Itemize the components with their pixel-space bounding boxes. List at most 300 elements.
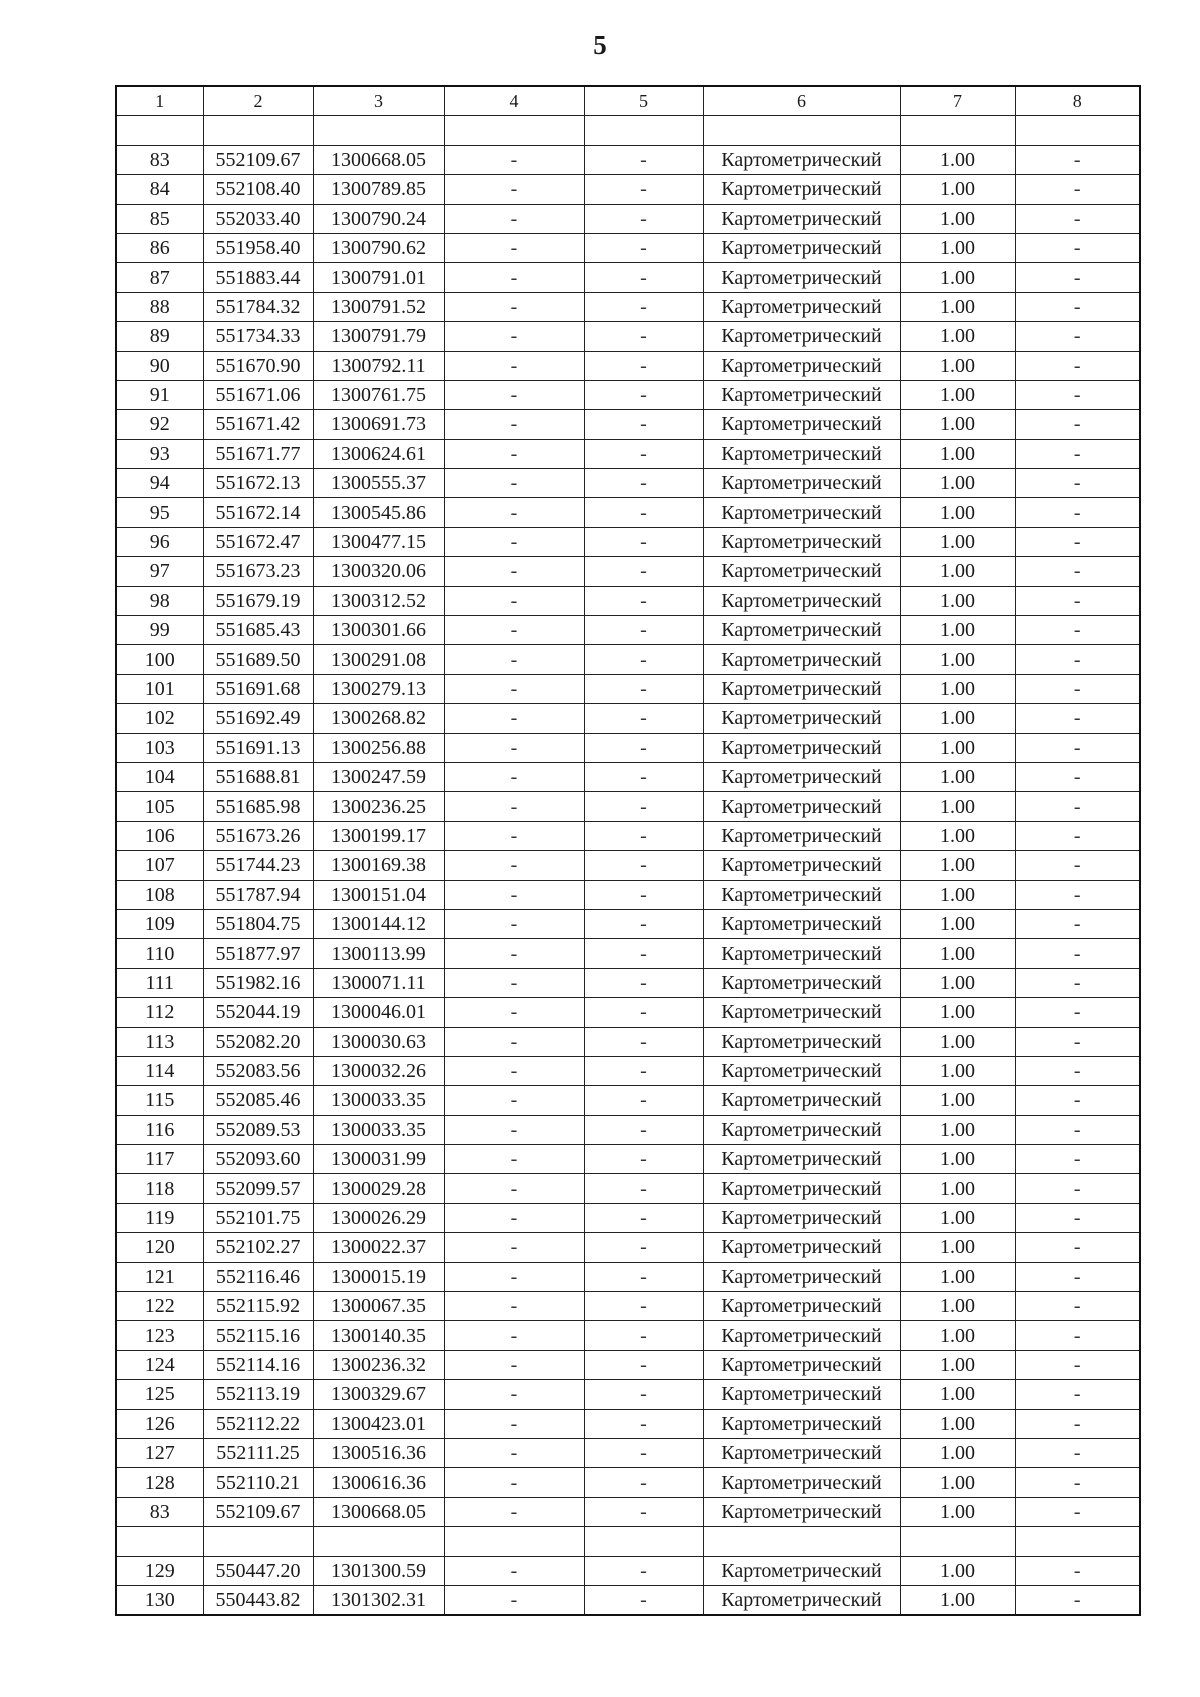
accuracy-cell: 1.00 bbox=[900, 410, 1015, 439]
point-number-cell: 98 bbox=[116, 586, 203, 615]
x-coordinate-cell bbox=[203, 116, 313, 145]
method-cell: Картометрический bbox=[703, 1115, 900, 1144]
column-8-cell: - bbox=[1015, 998, 1140, 1027]
point-number-cell: 129 bbox=[116, 1556, 203, 1585]
accuracy-cell: 1.00 bbox=[900, 968, 1015, 997]
column-5-cell: - bbox=[584, 1174, 703, 1203]
method-cell: Картометрический bbox=[703, 1145, 900, 1174]
x-coordinate-cell: 551804.75 bbox=[203, 909, 313, 938]
method-cell: Картометрический bbox=[703, 557, 900, 586]
column-8-cell: - bbox=[1015, 1468, 1140, 1497]
y-coordinate-cell: 1300169.38 bbox=[313, 851, 444, 880]
column-8-cell: - bbox=[1015, 1145, 1140, 1174]
column-8-cell: - bbox=[1015, 204, 1140, 233]
y-coordinate-cell bbox=[313, 116, 444, 145]
method-cell: Картометрический bbox=[703, 439, 900, 468]
table-row bbox=[116, 557, 1140, 586]
table-row bbox=[116, 1115, 1140, 1144]
point-number-cell: 120 bbox=[116, 1233, 203, 1262]
table-row bbox=[116, 1145, 1140, 1174]
point-number-cell: 114 bbox=[116, 1056, 203, 1085]
column-5-cell bbox=[584, 116, 703, 145]
table-row bbox=[116, 1027, 1140, 1056]
column-8-cell: - bbox=[1015, 821, 1140, 850]
x-coordinate-cell: 551685.98 bbox=[203, 792, 313, 821]
table-row bbox=[116, 851, 1140, 880]
table-row bbox=[116, 880, 1140, 909]
column-5-cell: - bbox=[584, 1380, 703, 1409]
method-cell: Картометрический bbox=[703, 1497, 900, 1526]
column-4-cell: - bbox=[444, 204, 584, 233]
y-coordinate-cell: 1301302.31 bbox=[313, 1585, 444, 1615]
table-row bbox=[116, 733, 1140, 762]
column-4-cell: - bbox=[444, 292, 584, 321]
method-cell bbox=[703, 116, 900, 145]
column-4-cell: - bbox=[444, 1115, 584, 1144]
column-header: 5 bbox=[584, 86, 703, 116]
point-number-cell: 128 bbox=[116, 1468, 203, 1497]
y-coordinate-cell: 1300791.01 bbox=[313, 263, 444, 292]
column-5-cell: - bbox=[584, 968, 703, 997]
x-coordinate-cell: 552082.20 bbox=[203, 1027, 313, 1056]
column-4-cell: - bbox=[444, 674, 584, 703]
point-number-cell: 88 bbox=[116, 292, 203, 321]
point-number-cell: 91 bbox=[116, 380, 203, 409]
table-row bbox=[116, 1203, 1140, 1232]
column-5-cell: - bbox=[584, 1145, 703, 1174]
column-5-cell: - bbox=[584, 1438, 703, 1467]
column-4-cell: - bbox=[444, 880, 584, 909]
column-4-cell: - bbox=[444, 939, 584, 968]
method-cell: Картометрический bbox=[703, 1556, 900, 1585]
y-coordinate-cell: 1300236.25 bbox=[313, 792, 444, 821]
method-cell: Картометрический bbox=[703, 263, 900, 292]
column-8-cell: - bbox=[1015, 175, 1140, 204]
column-8-cell: - bbox=[1015, 322, 1140, 351]
point-number-cell: 83 bbox=[116, 145, 203, 174]
x-coordinate-cell: 551685.43 bbox=[203, 616, 313, 645]
column-5-cell: - bbox=[584, 733, 703, 762]
column-4-cell bbox=[444, 1527, 584, 1556]
point-number-cell: 102 bbox=[116, 704, 203, 733]
column-5-cell: - bbox=[584, 880, 703, 909]
method-cell: Картометрический bbox=[703, 968, 900, 997]
column-4-cell: - bbox=[444, 762, 584, 791]
table-row bbox=[116, 527, 1140, 556]
column-5-cell: - bbox=[584, 292, 703, 321]
x-coordinate-cell: 551734.33 bbox=[203, 322, 313, 351]
y-coordinate-cell: 1300199.17 bbox=[313, 821, 444, 850]
point-number-cell: 85 bbox=[116, 204, 203, 233]
table-row bbox=[116, 1292, 1140, 1321]
point-number-cell: 101 bbox=[116, 674, 203, 703]
method-cell: Картометрический bbox=[703, 351, 900, 380]
point-number-cell: 119 bbox=[116, 1203, 203, 1232]
column-8-cell: - bbox=[1015, 1233, 1140, 1262]
x-coordinate-cell: 552110.21 bbox=[203, 1468, 313, 1497]
column-8-cell: - bbox=[1015, 1292, 1140, 1321]
x-coordinate-cell: 551671.77 bbox=[203, 439, 313, 468]
y-coordinate-cell: 1300555.37 bbox=[313, 469, 444, 498]
y-coordinate-cell: 1300790.24 bbox=[313, 204, 444, 233]
column-4-cell: - bbox=[444, 1321, 584, 1350]
y-coordinate-cell bbox=[313, 1527, 444, 1556]
point-number-cell: 112 bbox=[116, 998, 203, 1027]
table-row bbox=[116, 968, 1140, 997]
y-coordinate-cell: 1300691.73 bbox=[313, 410, 444, 439]
coordinates-table bbox=[115, 85, 1141, 1616]
y-coordinate-cell: 1300791.79 bbox=[313, 322, 444, 351]
table-row bbox=[116, 1497, 1140, 1526]
accuracy-cell: 1.00 bbox=[900, 351, 1015, 380]
column-5-cell: - bbox=[584, 1262, 703, 1291]
point-number-cell: 105 bbox=[116, 792, 203, 821]
method-cell: Картометрический bbox=[703, 1027, 900, 1056]
table-row bbox=[116, 292, 1140, 321]
column-5-cell: - bbox=[584, 851, 703, 880]
table-row bbox=[116, 1380, 1140, 1409]
column-5-cell: - bbox=[584, 998, 703, 1027]
column-4-cell: - bbox=[444, 1086, 584, 1115]
x-coordinate-cell: 552116.46 bbox=[203, 1262, 313, 1291]
column-8-cell: - bbox=[1015, 1086, 1140, 1115]
point-number-cell: 110 bbox=[116, 939, 203, 968]
point-number-cell: 99 bbox=[116, 616, 203, 645]
column-4-cell: - bbox=[444, 704, 584, 733]
column-5-cell: - bbox=[584, 380, 703, 409]
method-cell: Картометрический bbox=[703, 380, 900, 409]
y-coordinate-cell: 1300268.82 bbox=[313, 704, 444, 733]
accuracy-cell: 1.00 bbox=[900, 469, 1015, 498]
column-4-cell: - bbox=[444, 1409, 584, 1438]
accuracy-cell: 1.00 bbox=[900, 1027, 1015, 1056]
column-4-cell: - bbox=[444, 322, 584, 351]
point-number-cell: 90 bbox=[116, 351, 203, 380]
column-8-cell: - bbox=[1015, 439, 1140, 468]
accuracy-cell: 1.00 bbox=[900, 498, 1015, 527]
column-4-cell: - bbox=[444, 1556, 584, 1585]
column-8-cell: - bbox=[1015, 939, 1140, 968]
method-cell: Картометрический bbox=[703, 909, 900, 938]
accuracy-cell: 1.00 bbox=[900, 1174, 1015, 1203]
y-coordinate-cell: 1300301.66 bbox=[313, 616, 444, 645]
accuracy-cell: 1.00 bbox=[900, 586, 1015, 615]
point-number-cell: 121 bbox=[116, 1262, 203, 1291]
column-8-cell: - bbox=[1015, 1115, 1140, 1144]
accuracy-cell: 1.00 bbox=[900, 1350, 1015, 1379]
accuracy-cell: 1.00 bbox=[900, 674, 1015, 703]
table-row bbox=[116, 1174, 1140, 1203]
y-coordinate-cell: 1300071.11 bbox=[313, 968, 444, 997]
column-4-cell: - bbox=[444, 380, 584, 409]
method-cell: Картометрический bbox=[703, 1292, 900, 1321]
column-5-cell: - bbox=[584, 616, 703, 645]
column-8-cell: - bbox=[1015, 1556, 1140, 1585]
column-4-cell: - bbox=[444, 557, 584, 586]
accuracy-cell: 1.00 bbox=[900, 1409, 1015, 1438]
method-cell: Картометрический bbox=[703, 645, 900, 674]
y-coordinate-cell: 1300151.04 bbox=[313, 880, 444, 909]
column-5-cell: - bbox=[584, 1203, 703, 1232]
x-coordinate-cell: 551679.19 bbox=[203, 586, 313, 615]
column-4-cell: - bbox=[444, 792, 584, 821]
y-coordinate-cell: 1300026.29 bbox=[313, 1203, 444, 1232]
x-coordinate-cell: 552115.16 bbox=[203, 1321, 313, 1350]
y-coordinate-cell: 1300046.01 bbox=[313, 998, 444, 1027]
method-cell: Картометрический bbox=[703, 821, 900, 850]
column-4-cell: - bbox=[444, 1292, 584, 1321]
x-coordinate-cell: 551877.97 bbox=[203, 939, 313, 968]
y-coordinate-cell: 1300279.13 bbox=[313, 674, 444, 703]
x-coordinate-cell: 551670.90 bbox=[203, 351, 313, 380]
accuracy-cell: 1.00 bbox=[900, 939, 1015, 968]
accuracy-cell: 1.00 bbox=[900, 998, 1015, 1027]
accuracy-cell: 1.00 bbox=[900, 1203, 1015, 1232]
accuracy-cell: 1.00 bbox=[900, 204, 1015, 233]
column-8-cell: - bbox=[1015, 1203, 1140, 1232]
accuracy-cell: 1.00 bbox=[900, 880, 1015, 909]
column-5-cell: - bbox=[584, 1086, 703, 1115]
column-5-cell: - bbox=[584, 439, 703, 468]
table-row bbox=[116, 762, 1140, 791]
x-coordinate-cell: 552108.40 bbox=[203, 175, 313, 204]
column-8-cell: - bbox=[1015, 1409, 1140, 1438]
x-coordinate-cell: 551982.16 bbox=[203, 968, 313, 997]
column-4-cell: - bbox=[444, 263, 584, 292]
accuracy-cell: 1.00 bbox=[900, 821, 1015, 850]
accuracy-cell: 1.00 bbox=[900, 1556, 1015, 1585]
point-number-cell: 111 bbox=[116, 968, 203, 997]
method-cell: Картометрический bbox=[703, 292, 900, 321]
y-coordinate-cell: 1300022.37 bbox=[313, 1233, 444, 1262]
accuracy-cell: 1.00 bbox=[900, 792, 1015, 821]
x-coordinate-cell: 551691.13 bbox=[203, 733, 313, 762]
y-coordinate-cell: 1300030.63 bbox=[313, 1027, 444, 1056]
accuracy-cell: 1.00 bbox=[900, 1468, 1015, 1497]
point-number-cell: 117 bbox=[116, 1145, 203, 1174]
x-coordinate-cell: 551672.14 bbox=[203, 498, 313, 527]
table-row bbox=[116, 204, 1140, 233]
table-row bbox=[116, 351, 1140, 380]
y-coordinate-cell: 1300616.36 bbox=[313, 1468, 444, 1497]
column-8-cell: - bbox=[1015, 1438, 1140, 1467]
column-header: 4 bbox=[444, 86, 584, 116]
column-8-cell bbox=[1015, 116, 1140, 145]
table-row bbox=[116, 175, 1140, 204]
column-5-cell: - bbox=[584, 1321, 703, 1350]
column-5-cell: - bbox=[584, 1350, 703, 1379]
table-row bbox=[116, 1556, 1140, 1585]
x-coordinate-cell: 551692.49 bbox=[203, 704, 313, 733]
table-row bbox=[116, 616, 1140, 645]
table-row bbox=[116, 645, 1140, 674]
x-coordinate-cell: 552033.40 bbox=[203, 204, 313, 233]
y-coordinate-cell: 1300329.67 bbox=[313, 1380, 444, 1409]
column-8-cell: - bbox=[1015, 762, 1140, 791]
column-8-cell: - bbox=[1015, 674, 1140, 703]
method-cell: Картометрический bbox=[703, 204, 900, 233]
table-row bbox=[116, 792, 1140, 821]
accuracy-cell: 1.00 bbox=[900, 909, 1015, 938]
column-8-cell: - bbox=[1015, 704, 1140, 733]
y-coordinate-cell: 1300790.62 bbox=[313, 233, 444, 262]
point-number-cell: 100 bbox=[116, 645, 203, 674]
x-coordinate-cell: 551787.94 bbox=[203, 880, 313, 909]
column-4-cell: - bbox=[444, 1585, 584, 1615]
point-number-cell: 96 bbox=[116, 527, 203, 556]
method-cell: Картометрический bbox=[703, 1380, 900, 1409]
column-5-cell: - bbox=[584, 1056, 703, 1085]
table-row bbox=[116, 233, 1140, 262]
x-coordinate-cell: 552113.19 bbox=[203, 1380, 313, 1409]
accuracy-cell: 1.00 bbox=[900, 145, 1015, 174]
column-5-cell: - bbox=[584, 1292, 703, 1321]
y-coordinate-cell: 1300067.35 bbox=[313, 1292, 444, 1321]
column-4-cell: - bbox=[444, 1262, 584, 1291]
y-coordinate-cell: 1300033.35 bbox=[313, 1086, 444, 1115]
method-cell: Картометрический bbox=[703, 704, 900, 733]
column-4-cell: - bbox=[444, 645, 584, 674]
accuracy-cell: 1.00 bbox=[900, 1115, 1015, 1144]
column-4-cell: - bbox=[444, 351, 584, 380]
column-8-cell: - bbox=[1015, 410, 1140, 439]
column-5-cell: - bbox=[584, 762, 703, 791]
method-cell: Картометрический bbox=[703, 1086, 900, 1115]
y-coordinate-cell: 1300668.05 bbox=[313, 1497, 444, 1526]
column-5-cell: - bbox=[584, 469, 703, 498]
method-cell: Картометрический bbox=[703, 175, 900, 204]
column-8-cell: - bbox=[1015, 792, 1140, 821]
column-4-cell: - bbox=[444, 1497, 584, 1526]
table-row bbox=[116, 586, 1140, 615]
accuracy-cell: 1.00 bbox=[900, 1438, 1015, 1467]
column-4-cell: - bbox=[444, 1350, 584, 1379]
point-number-cell: 94 bbox=[116, 469, 203, 498]
table-row bbox=[116, 1321, 1140, 1350]
table-row bbox=[116, 1056, 1140, 1085]
column-8-cell: - bbox=[1015, 1380, 1140, 1409]
table-row bbox=[116, 1350, 1140, 1379]
point-number-cell: 108 bbox=[116, 880, 203, 909]
column-8-cell: - bbox=[1015, 1321, 1140, 1350]
column-4-cell: - bbox=[444, 498, 584, 527]
method-cell: Картометрический bbox=[703, 498, 900, 527]
accuracy-cell: 1.00 bbox=[900, 527, 1015, 556]
column-4-cell: - bbox=[444, 145, 584, 174]
method-cell: Картометрический bbox=[703, 527, 900, 556]
table-row bbox=[116, 1438, 1140, 1467]
y-coordinate-cell: 1300761.75 bbox=[313, 380, 444, 409]
table-row bbox=[116, 939, 1140, 968]
point-number-cell: 124 bbox=[116, 1350, 203, 1379]
accuracy-cell: 1.00 bbox=[900, 1585, 1015, 1615]
table-row bbox=[116, 1585, 1140, 1615]
accuracy-cell: 1.00 bbox=[900, 704, 1015, 733]
method-cell bbox=[703, 1527, 900, 1556]
y-coordinate-cell: 1300792.11 bbox=[313, 351, 444, 380]
y-coordinate-cell: 1300516.36 bbox=[313, 1438, 444, 1467]
column-5-cell: - bbox=[584, 1233, 703, 1262]
accuracy-cell: 1.00 bbox=[900, 733, 1015, 762]
x-coordinate-cell: 551673.26 bbox=[203, 821, 313, 850]
column-5-cell: - bbox=[584, 1585, 703, 1615]
x-coordinate-cell: 552114.16 bbox=[203, 1350, 313, 1379]
column-8-cell: - bbox=[1015, 1056, 1140, 1085]
column-5-cell: - bbox=[584, 704, 703, 733]
column-8-cell: - bbox=[1015, 645, 1140, 674]
x-coordinate-cell: 552112.22 bbox=[203, 1409, 313, 1438]
column-5-cell: - bbox=[584, 204, 703, 233]
x-coordinate-cell: 551673.23 bbox=[203, 557, 313, 586]
y-coordinate-cell: 1300113.99 bbox=[313, 939, 444, 968]
point-number-cell: 84 bbox=[116, 175, 203, 204]
point-number-cell: 126 bbox=[116, 1409, 203, 1438]
accuracy-cell: 1.00 bbox=[900, 762, 1015, 791]
column-5-cell: - bbox=[584, 175, 703, 204]
accuracy-cell: 1.00 bbox=[900, 1380, 1015, 1409]
column-4-cell: - bbox=[444, 733, 584, 762]
x-coordinate-cell: 552089.53 bbox=[203, 1115, 313, 1144]
x-coordinate-cell: 551958.40 bbox=[203, 233, 313, 262]
column-header: 7 bbox=[900, 86, 1015, 116]
x-coordinate-cell: 551784.32 bbox=[203, 292, 313, 321]
method-cell: Картометрический bbox=[703, 762, 900, 791]
column-8-cell: - bbox=[1015, 586, 1140, 615]
point-number-cell: 116 bbox=[116, 1115, 203, 1144]
column-5-cell: - bbox=[584, 557, 703, 586]
accuracy-cell: 1.00 bbox=[900, 292, 1015, 321]
y-coordinate-cell: 1300247.59 bbox=[313, 762, 444, 791]
table-row bbox=[116, 674, 1140, 703]
accuracy-cell: 1.00 bbox=[900, 380, 1015, 409]
y-coordinate-cell: 1301300.59 bbox=[313, 1556, 444, 1585]
point-number-cell: 118 bbox=[116, 1174, 203, 1203]
method-cell: Картометрический bbox=[703, 616, 900, 645]
table-row bbox=[116, 145, 1140, 174]
x-coordinate-cell: 551671.42 bbox=[203, 410, 313, 439]
table-row bbox=[116, 821, 1140, 850]
column-8-cell: - bbox=[1015, 498, 1140, 527]
column-8-cell: - bbox=[1015, 968, 1140, 997]
x-coordinate-cell: 552109.67 bbox=[203, 1497, 313, 1526]
column-4-cell: - bbox=[444, 469, 584, 498]
accuracy-cell: 1.00 bbox=[900, 322, 1015, 351]
method-cell: Картометрический bbox=[703, 1585, 900, 1615]
column-8-cell: - bbox=[1015, 233, 1140, 262]
point-number-cell: 89 bbox=[116, 322, 203, 351]
column-8-cell: - bbox=[1015, 380, 1140, 409]
column-5-cell: - bbox=[584, 410, 703, 439]
accuracy-cell: 1.00 bbox=[900, 557, 1015, 586]
method-cell: Картометрический bbox=[703, 1056, 900, 1085]
column-4-cell: - bbox=[444, 909, 584, 938]
method-cell: Картометрический bbox=[703, 145, 900, 174]
point-number-cell: 107 bbox=[116, 851, 203, 880]
column-5-cell: - bbox=[584, 322, 703, 351]
page-number: 5 bbox=[593, 30, 607, 60]
y-coordinate-cell: 1300545.86 bbox=[313, 498, 444, 527]
y-coordinate-cell: 1300320.06 bbox=[313, 557, 444, 586]
x-coordinate-cell: 551688.81 bbox=[203, 762, 313, 791]
table-row bbox=[116, 1262, 1140, 1291]
column-4-cell: - bbox=[444, 1233, 584, 1262]
table-row bbox=[116, 1468, 1140, 1497]
table-row bbox=[116, 380, 1140, 409]
point-number-cell: 106 bbox=[116, 821, 203, 850]
accuracy-cell: 1.00 bbox=[900, 1321, 1015, 1350]
table-row bbox=[116, 469, 1140, 498]
column-header: 2 bbox=[203, 86, 313, 116]
